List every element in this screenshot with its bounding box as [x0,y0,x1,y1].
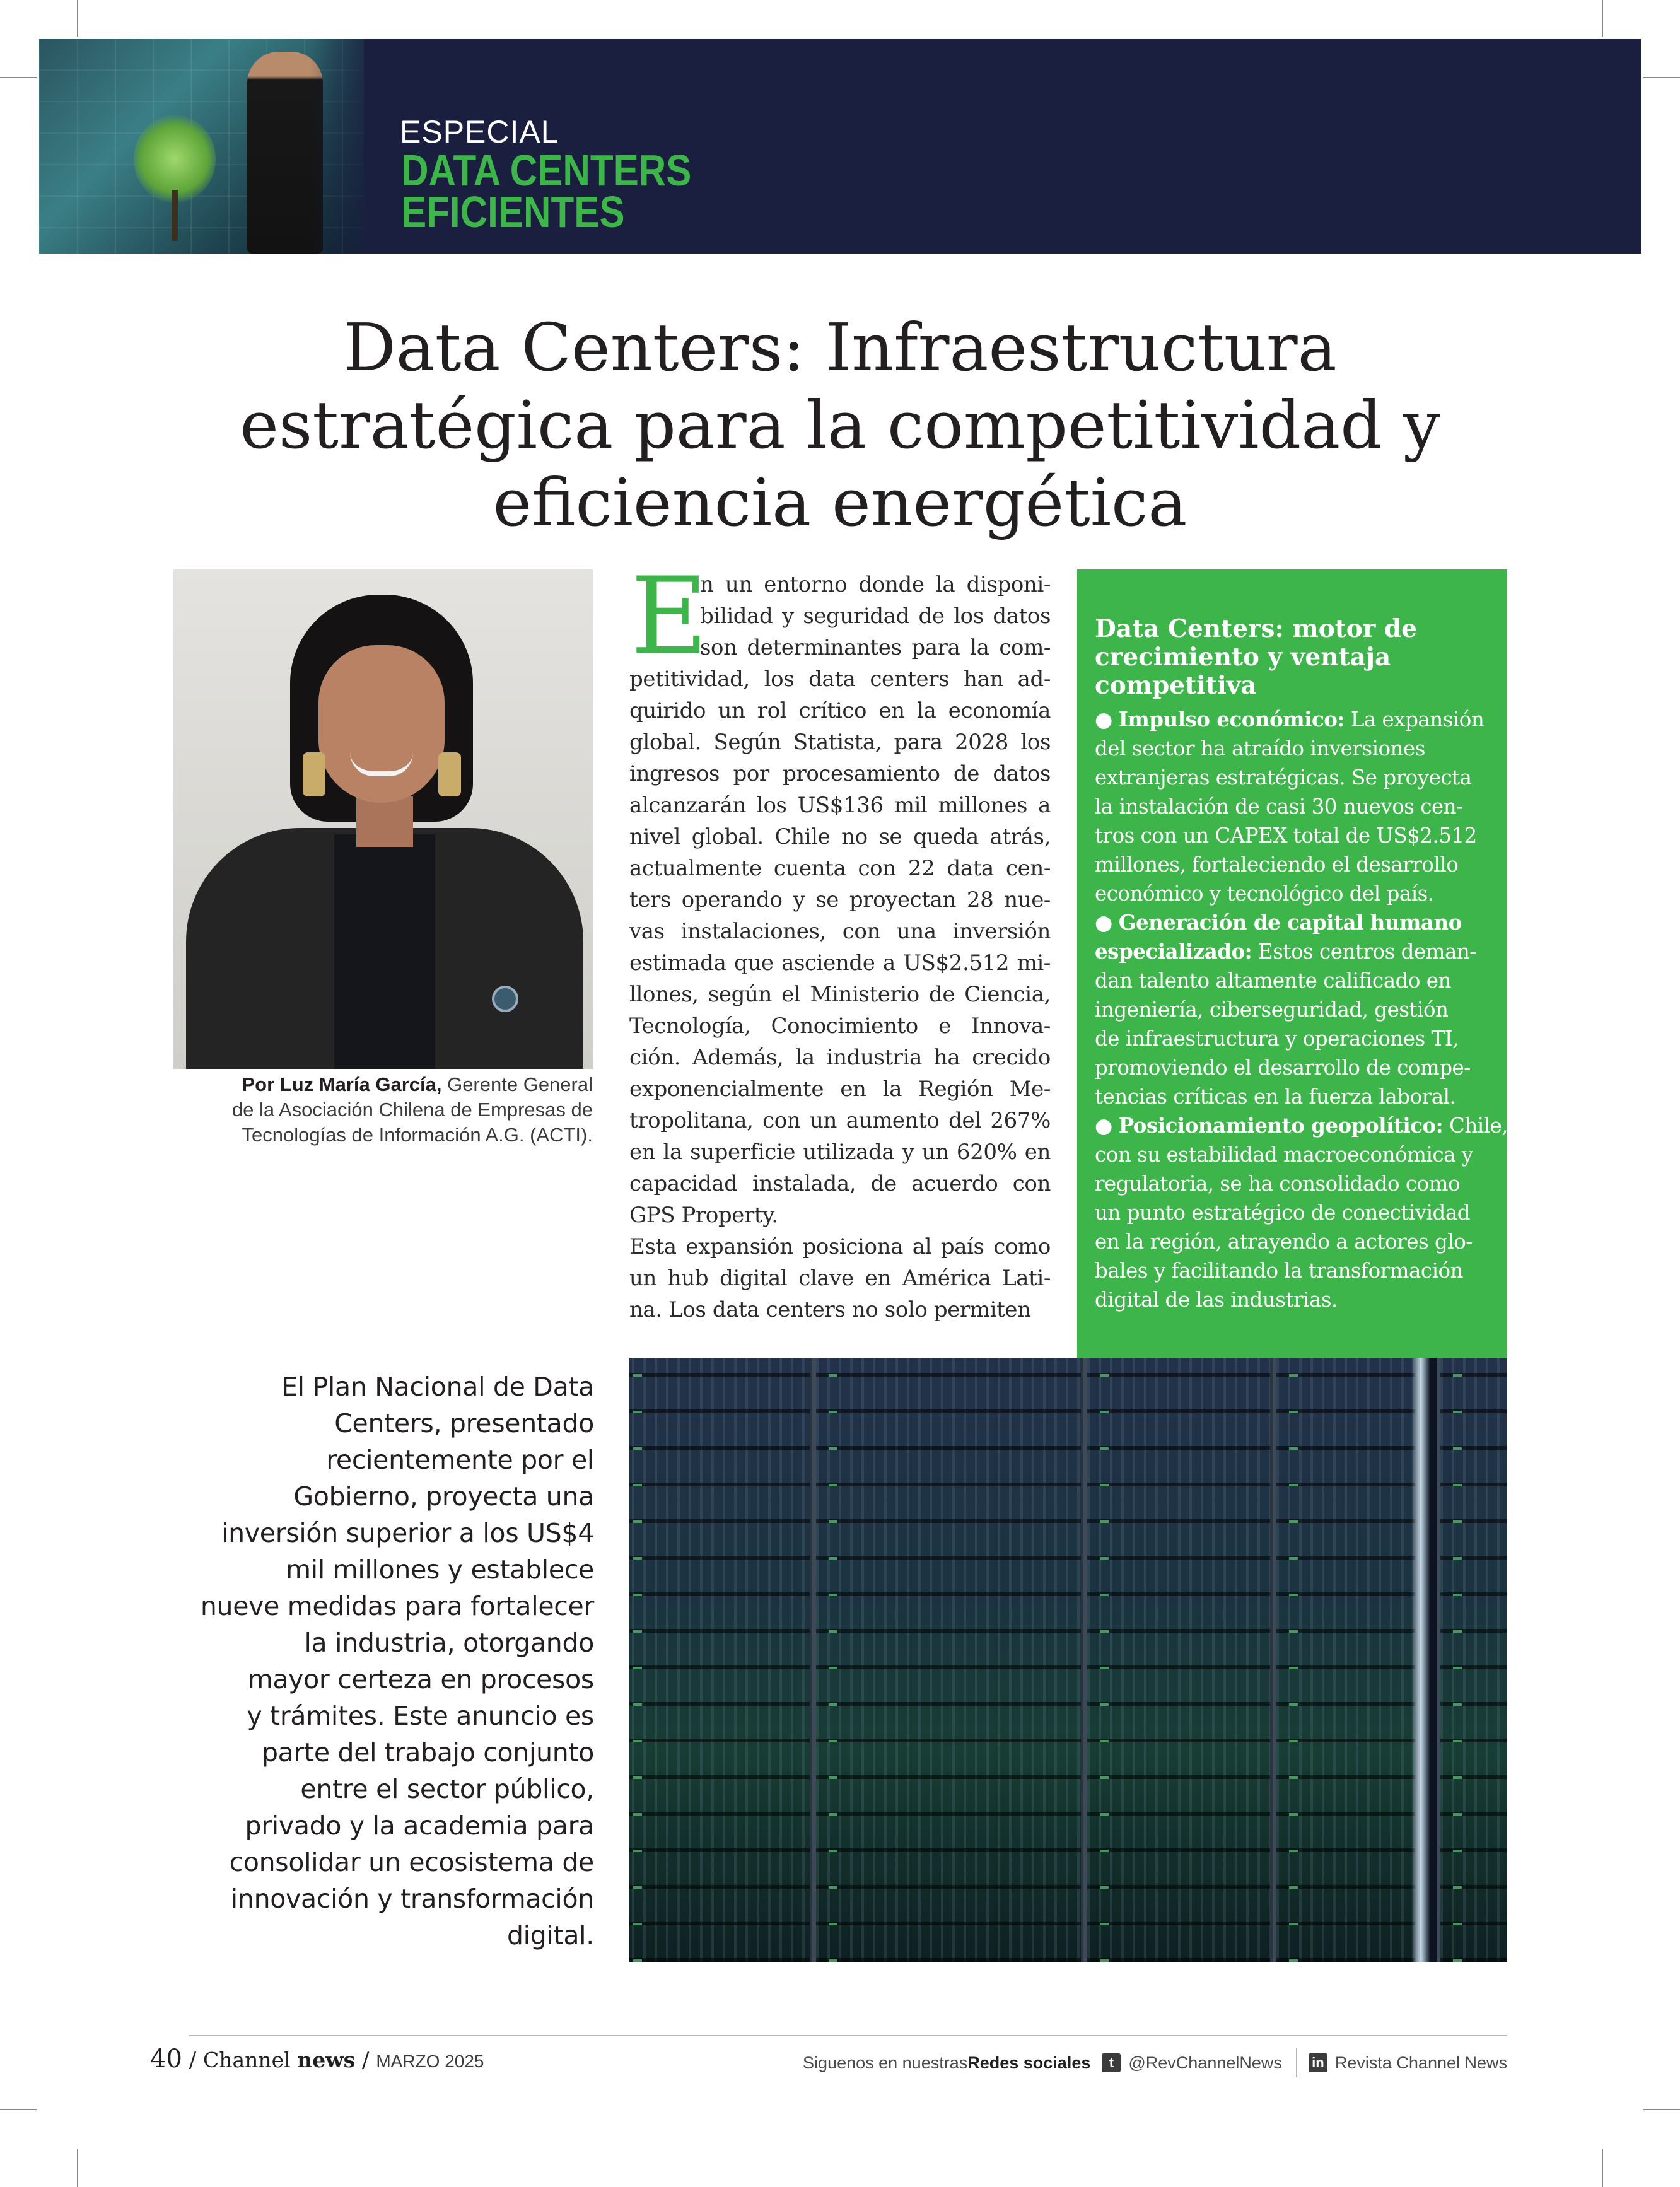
article-headline [177,309,1503,542]
sidebar-title-line: crecimiento y ventaja [1095,643,1391,672]
twitter-icon: t [1102,2053,1121,2072]
sidebar-item-text: La expansión [1344,708,1485,732]
article-line: ters operando y se proyectan 28 nue- [629,887,1051,913]
sidebar-item-impulso [1095,705,1498,734]
author-affiliation: Tecnologías de Información A.G. (ACTI). [242,1124,593,1146]
article-line: quirido un rol crítico en la economía [629,698,1051,723]
server-rack [1083,1358,1274,1962]
article-line: na. Los data centers no solo permiten [629,1297,1031,1322]
article-line: Esta expansión posiciona al país como [629,1234,1051,1259]
headline-line: estratégica para la competitividad y [240,387,1440,464]
linkedin-name[interactable]: Revista Channel News [1334,2053,1507,2072]
magazine-name [203,2048,355,2072]
server-rack [629,1358,814,1962]
sidebar-item-text-line: bales y facilitando la transformación [1095,1259,1463,1283]
sidebar-item-label: Generación de capital humano [1118,910,1462,935]
author-name: Por Luz María García, [242,1073,442,1095]
pull-quote-line: inversión superior a los US$4 [221,1518,594,1548]
sidebar-item-text-line: en la región, atrayendo a actores glo- [1095,1230,1473,1254]
sidebar-item-text-line: digital de las industrias. [1095,1288,1338,1312]
social-label: Redes sociales [967,2053,1091,2072]
sidebar-item-text-line: extranjeras estratégicas. Se proyecta [1095,766,1472,790]
sidebar-item-text-line: regulatoria, se ha consolidado como [1095,1172,1461,1196]
sidebar-item-text-line: millones, fortaleciendo el desarrollo [1095,853,1459,877]
linkedin-icon: in [1309,2053,1327,2072]
article-line: bilidad y seguridad de los datos [700,604,1051,629]
pull-quote-line: digital. [506,1920,594,1951]
article-line: n un entorno donde la disponi- [700,572,1051,597]
crop-mark [77,0,78,37]
magazine-name-part: news [297,2048,356,2072]
sidebar-title-line: competitiva [1095,671,1257,700]
sidebar-title-line: Data Centers: motor de [1095,614,1417,643]
crop-mark [0,77,37,78]
page-number: 40 [150,2044,182,2073]
sidebar-item-label: especializado: [1095,939,1252,964]
crop-mark [0,2109,37,2110]
tree-illustration [134,115,216,203]
article-line: vas instalaciones, con una inversión [629,919,1051,944]
sidebar-item-text-line [1095,937,1498,966]
brooch [492,986,518,1012]
article-line: alcanzarán los US$136 mil millones a [629,793,1051,818]
sidebar-item-label: Posicionamiento geopolítico: [1118,1113,1444,1138]
pull-quote-line: recientemente por el [326,1445,594,1475]
bullet-icon: ● [1095,708,1112,732]
pull-quote-line: parte del trabajo conjunto [261,1737,594,1768]
article-line: estimada que asciende a US$2.512 mi- [629,950,1051,976]
section-title-line: DATA CENTERS [401,146,692,195]
crop-mark [1643,77,1680,78]
social-prefix: Siguenos en nuestras [803,2053,968,2072]
server-rack [812,1358,1085,1962]
section-title-line: EFICIENTES [401,187,625,236]
crop-mark [1602,0,1603,37]
sidebar-item-text: Chile, [1443,1114,1508,1138]
footer-folio [150,2044,484,2073]
author-photo [173,569,593,1069]
author-caption [183,1072,593,1148]
crop-mark [77,2149,78,2187]
headline-line: Data Centers: Infraestructura [343,309,1337,386]
article-line: petitividad, los data centers han ad- [629,667,1051,692]
sidebar-body [1095,705,1508,1314]
pull-quote-line: nueve medidas para fortalecer [200,1591,594,1621]
article-line: ción. Además, la industria ha crecido [629,1045,1051,1070]
separator: / [355,2048,376,2073]
twitter-handle[interactable]: @RevChannelNews [1128,2053,1282,2072]
sidebar-item-label: Impulso económico: [1118,707,1345,732]
sidebar-box [1077,569,1507,1358]
issue-date: MARZO 2025 [376,2051,484,2071]
divider [1296,2048,1297,2077]
sidebar-item-text-line: tencias críticas en la fuerza laboral. [1095,1085,1456,1109]
pull-quote-line: consolidar un ecosistema de [229,1847,594,1877]
article-line: tropolitana, con un aumento del 267% [629,1108,1051,1133]
crop-mark [1643,2109,1680,2110]
section-banner [39,39,1641,254]
pull-quote-line: la industria, otorgando [304,1628,594,1658]
pull-quote-line: mayor certeza en procesos [247,1664,594,1694]
article-line: Tecnología, Conocimiento e Innova- [629,1013,1051,1039]
sidebar-item-text-line: dan talento altamente calificado en [1095,969,1451,993]
server-rack [1273,1358,1419,1962]
pull-quote-line: Centers, presentado [334,1408,594,1438]
footer-rule [189,2035,1507,2036]
article-body [629,554,1051,1326]
section-title [401,146,692,236]
server-racks-photo [629,1358,1507,1962]
author-role: Gerente General [441,1073,593,1095]
magazine-name-part: Channel [202,2048,298,2072]
drop-cap: E [631,554,708,678]
pull-quote-line: El Plan Nacional de Data [281,1372,594,1402]
pull-quote-line: y trámites. Este anuncio es [247,1701,594,1731]
headline-line: eficiencia energética [493,464,1187,541]
sidebar-item-text-line: promoviendo el desarrollo de compe- [1095,1056,1471,1080]
server-rack [1437,1358,1507,1962]
sidebar-item-text-line: tros con un CAPEX total de US$2.512 [1095,824,1477,848]
sidebar-title [1095,615,1492,700]
sidebar-item-geopolitico [1095,1111,1508,1140]
bullet-icon: ● [1095,911,1112,935]
bullet-icon: ● [1095,1114,1112,1138]
article-line: ingresos por procesamiento de datos [629,761,1051,786]
article-line: global. Según Statista, para 2028 los [629,730,1051,755]
sidebar-item-text-line: ingeniería, ciberseguridad, gestión [1095,998,1449,1022]
sidebar-item-text-line: con su estabilidad macroeconómica y [1095,1143,1473,1167]
sidebar-item-text: Estos centros deman- [1252,940,1476,964]
section-kicker: ESPECIAL [400,114,559,149]
sidebar-item-text-line: del sector ha atraído inversiones [1095,737,1425,761]
article-line: un hub digital clave en América Lati- [629,1266,1051,1291]
article-line: actualmente cuenta con 22 data cen- [629,856,1051,881]
sidebar-item-text-line: de infraestructura y operaciones TI, [1095,1027,1459,1051]
pull-quote-line: entre el sector público, [300,1774,594,1804]
light-strip [1411,1358,1430,1962]
article-line: llones, según el Ministerio de Ciencia, [629,982,1051,1007]
crop-mark [1602,2149,1603,2187]
sidebar-item-text-line: la instalación de casi 30 nuevos cen- [1095,795,1463,819]
separator: / [182,2048,203,2073]
article-line: exponencialmente en la Región Me- [629,1076,1051,1102]
sidebar-item-text-line: un punto estratégico de conectividad [1095,1201,1470,1225]
sidebar-item-capital [1095,908,1498,937]
pull-quote-line: mil millones y establece [286,1554,594,1585]
sidebar-item-text-line: económico y tecnológico del país. [1095,882,1434,906]
author-affiliation: de la Asociación Chilena de Empresas de [231,1099,593,1121]
article-line: nivel global. Chile no se queda atrás, [629,824,1051,849]
pull-quote-line: Gobierno, proyecta una [293,1481,594,1512]
article-line: capacidad instalada, de acuerdo con [629,1171,1051,1196]
article-line: GPS Property. [629,1203,778,1228]
pull-quote [170,1368,594,1954]
footer-social [803,2048,1507,2077]
article-line: son determinantes para la com- [700,635,1051,660]
article-line: en la superficie utilizada y un 620% en [629,1140,1051,1165]
pull-quote-line: privado y la academia para [245,1811,594,1841]
pull-quote-line: innovación y transformación [230,1884,594,1914]
